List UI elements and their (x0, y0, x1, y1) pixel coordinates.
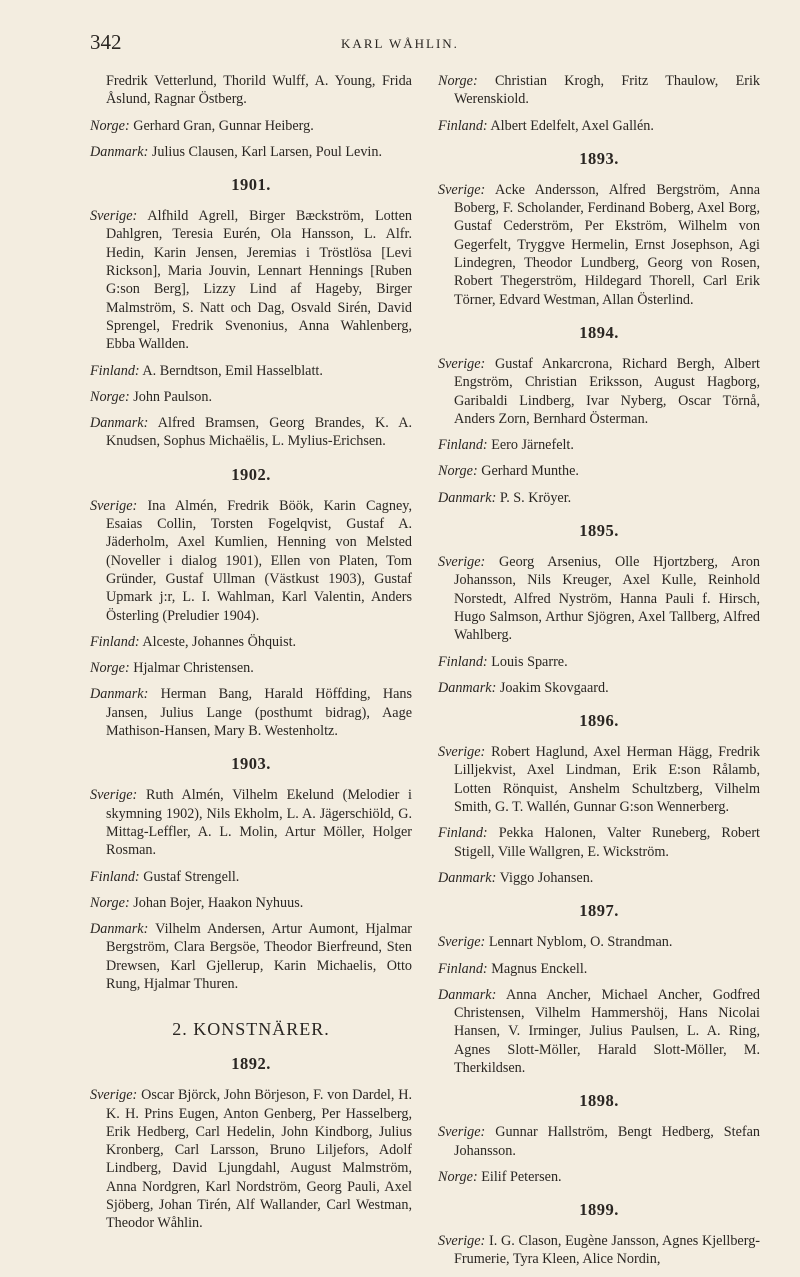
country-entry (90, 117, 412, 135)
country-entry (90, 920, 412, 993)
name-list: Gerhard Gran, Gunnar Heiberg. (133, 117, 314, 134)
name-list: Louis Sparre. (491, 653, 568, 670)
name-list: Lennart Nyblom, O. Strandman. (488, 934, 673, 951)
country-label: Sverige: (90, 208, 138, 225)
country-label: Norge: (90, 117, 130, 134)
country-entry (90, 1086, 412, 1232)
year-heading: 1893. (579, 148, 619, 168)
country-label: Sverige: (438, 1233, 486, 1250)
name-list: Gunnar Hallström, Bengt Hedberg, Stefan Johansson. (454, 1124, 760, 1159)
country-entry (438, 181, 760, 309)
country-label: Finland: (438, 117, 488, 134)
year-heading: 1896. (579, 711, 619, 731)
name-list: Herman Bang, Harald Höffding, Hans Jansen, Julius Lange (posthumt bidrag), Aage Mathison-Hansen, Mary B. Westenholtz. (106, 686, 413, 740)
country-label: Danmark: (90, 415, 149, 432)
country-entry (438, 986, 760, 1077)
country-label: Sverige: (438, 355, 486, 372)
country-label: Norge: (90, 660, 130, 677)
section-heading: 2. KONSTNÄRER. (172, 1019, 330, 1040)
country-entry (438, 869, 760, 887)
country-entry (438, 824, 760, 861)
year-heading: 1895. (579, 521, 619, 541)
year-heading: 1892. (231, 1054, 271, 1074)
country-label: Danmark: (90, 686, 149, 703)
country-entry (90, 414, 412, 451)
country-entry (90, 659, 412, 677)
country-entry (438, 653, 760, 671)
country-label: Norge: (90, 894, 130, 911)
name-list: Joakim Skovgaard. (499, 679, 609, 696)
country-entry (90, 894, 412, 912)
name-list: P. S. Kröyer. (499, 489, 572, 506)
name-list: Eilif Petersen. (481, 1168, 562, 1185)
name-list: Anna Ancher, Michael Ancher, Godfred Christensen, Vilhelm Hammershöj, Hans Nicolai Hansen, V. Irminger, Julius Paulsen, L. A. Ring, Agnes Slott-Möller, Harald Slott-Möller, M. Therkildsen. (454, 986, 760, 1076)
country-label: Norge: (90, 388, 130, 405)
country-label: Danmark: (438, 489, 497, 506)
country-label: Finland: (438, 437, 488, 454)
name-list: Christian Krogh, Fritz Thaulow, Erik Werenskiold. (454, 73, 760, 108)
country-entry (438, 1168, 760, 1186)
running-title: KARL WÅHLIN. (341, 36, 459, 51)
year-heading: 1897. (579, 901, 619, 921)
country-entry (90, 497, 412, 625)
name-list: John Paulson. (133, 388, 213, 405)
left-column (90, 72, 412, 1241)
country-label: Finland: (90, 868, 140, 885)
country-label: Norge: (438, 463, 478, 480)
country-label: Danmark: (438, 679, 497, 696)
name-list: Gerhard Munthe. (481, 463, 579, 480)
name-list: Eero Järnefelt. (491, 437, 574, 454)
name-list: Ina Almén, Fredrik Böök, Karin Cagney, Esaias Collin, Torsten Fogelqvist, Gustaf A. Jäderholm, Axel Kumlien, Henning von Melsted (Noveller i dialog 1901), Ellen von Platen, Tom Gründer, Gustaf Ullman (Västkust 1903), Gustaf Upmark j:r, L. I. Wahlman, Karl Valentin, Anders Österling (Preludier 1904). (106, 497, 412, 624)
name-list: Gustaf Strengell. (143, 868, 240, 885)
country-label: Danmark: (438, 986, 497, 1003)
country-entry (90, 388, 412, 406)
country-label: Sverige: (438, 934, 486, 951)
name-list: Viggo Johansen. (499, 869, 594, 886)
name-list: Alceste, Johannes Öhquist. (142, 633, 297, 650)
name-list: Vilhelm Andersen, Artur Aumont, Hjalmar Bergström, Clara Bergsöe, Theodor Bierfreund, Sten Drewsen, Karl Gjellerup, Karin Michaelis, Otto Rung, Hjalmar Thuren. (106, 921, 412, 992)
name-list: Pekka Halonen, Valter Runeberg, Robert Stigell, Ville Wallgren, E. Wickström. (454, 825, 760, 860)
name-list: Gustaf Ankarcrona, Richard Bergh, Albert Engström, Christian Eriksson, August Hagborg, Garibaldi Lindberg, Ivar Nyberg, Oscar Törnå, Anders Zorn, Bernhard Österman. (454, 355, 760, 427)
country-label: Sverige: (438, 181, 486, 198)
country-entry (438, 1123, 760, 1160)
right-column (438, 72, 760, 1277)
country-entry (90, 633, 412, 651)
country-label: Sverige: (90, 787, 138, 804)
name-list: A. Berndtson, Emil Hasselblatt. (142, 362, 323, 379)
country-entry (438, 743, 760, 816)
country-entry (438, 355, 760, 428)
country-entry (90, 868, 412, 886)
country-entry (438, 1232, 760, 1269)
page-header (0, 30, 800, 60)
country-entry (90, 143, 412, 161)
name-list: Ruth Almén, Vilhelm Ekelund (Melodier i skymning 1902), Nils Ekholm, L. A. Jägerschiöld, G. Mittag-Leffler, A. L. Molin, Artur Möller, Holger Rosman. (106, 787, 412, 859)
year-heading: 1898. (579, 1091, 619, 1111)
country-entry (438, 72, 760, 109)
country-entry (438, 117, 760, 135)
year-heading: 1894. (579, 322, 619, 342)
name-list: Hjalmar Christensen. (133, 660, 254, 677)
country-label: Finland: (438, 960, 488, 977)
name-list: Alfhild Agrell, Birger Bæckström, Lotten Dahlgren, Teresia Eurén, Ola Hansson, L. Alfr. Hedin, Karin Jensen, Jeremias i Tröstlösa [Levi Rickson], Maria Jouvin, Lennart Hennings [Ruben G:son Berg], Lizzy Lind af Hageby, Birger Malmström, S. Natt och Dag, Osvald Sirén, David Sprengel, Fredrik Svenonius, Anna Wahlenberg, Ebba Wallden. (106, 208, 412, 353)
country-label: Norge: (438, 73, 478, 89)
country-entry (438, 933, 760, 951)
name-list: Robert Haglund, Axel Herman Hägg, Fredrik Lilljekvist, Axel Lindman, Erik E:son Rålamb, Lotten Rönquist, Anshelm Schultzberg, Vilhelm Smith, G. T. Wallén, Gunnar G:son Wennerberg. (454, 744, 760, 816)
name-list: Julius Clausen, Karl Larsen, Poul Levin. (151, 143, 382, 160)
country-entry (438, 960, 760, 978)
name-list-continuation: Fredrik Vetterlund, Thorild Wulff, A. Young, Frida Åslund, Ragnar Östberg. (106, 73, 412, 108)
country-entry (438, 462, 760, 480)
name-list: Albert Edelfelt, Axel Gallén. (490, 117, 654, 134)
year-heading: 1899. (579, 1200, 619, 1220)
country-label: Finland: (438, 653, 488, 670)
country-label: Sverige: (438, 554, 486, 571)
country-entry (438, 436, 760, 454)
country-entry (438, 679, 760, 697)
country-label: Finland: (90, 633, 140, 650)
year-heading: 1902. (231, 464, 271, 484)
country-label: Sverige: (438, 744, 486, 761)
year-heading: 1901. (231, 175, 271, 195)
name-list: Alfred Bramsen, Georg Brandes, K. A. Knudsen, Sophus Michaëlis, L. Mylius-Erichsen. (106, 415, 412, 450)
country-entry (438, 553, 760, 644)
country-entry (90, 786, 412, 859)
country-label: Sverige: (438, 1124, 486, 1141)
page-number: 342 (90, 30, 122, 54)
name-list: Oscar Björck, John Börjeson, F. von Dardel, H. K. H. Prins Eugen, Anton Genberg, Per Hasselberg, Erik Hedberg, Carl Hedelin, John Kindborg, Julius Kronberg, Carl Larsson, Bruno Liljefors, Adolf Lindberg, David Ljungdahl, August Malmström, Anna Nordgren, Karl Nordström, Georg Pauli, Axel Sjöberg, Johan Tirén, Alf Wallander, Carl Westman, Theodor Wåhlin. (106, 1087, 412, 1232)
country-label: Finland: (438, 825, 488, 842)
name-list: Georg Arsenius, Olle Hjortzberg, Aron Johansson, Nils Kreuger, Axel Kulle, Reinhold Norstedt, Alfred Nyström, Hanna Pauli f. Hirsch, Hugo Salmson, Arthur Sjögren, Axel Tallberg, Alfred Wahlberg. (454, 554, 761, 644)
country-label: Danmark: (90, 921, 149, 938)
name-list: Acke Andersson, Alfred Bergström, Anna Boberg, F. Scholander, Ferdinand Boberg, Axel Borg, Gustaf Cederström, Per Ekström, Wilhelm von Gegerfelt, Tryggve Hermelin, Ernst Josephson, Agi Lindegren, Theodor Lundberg, Georg von Rosen, Robert Thegerström, Hildegard Thorell, Carl Erik Törner, Edvard Westman, Allan Österlind. (454, 181, 760, 308)
country-label: Danmark: (438, 869, 497, 886)
country-label: Finland: (90, 362, 140, 379)
name-list: Johan Bojer, Haakon Nyhuus. (133, 894, 304, 911)
name-list: Magnus Enckell. (491, 960, 588, 977)
country-label: Danmark: (90, 143, 149, 160)
year-heading: 1903. (231, 754, 271, 774)
country-entry (90, 685, 412, 740)
country-label: Sverige: (90, 497, 138, 514)
country-label: Sverige: (90, 1087, 138, 1104)
country-entry (90, 362, 412, 380)
country-entry (90, 207, 412, 353)
country-label: Norge: (438, 1168, 478, 1185)
country-entry (438, 489, 760, 507)
name-list: I. G. Clason, Eugène Jansson, Agnes Kjellberg-Frumerie, Tyra Kleen, Alice Nordin, (454, 1233, 761, 1268)
